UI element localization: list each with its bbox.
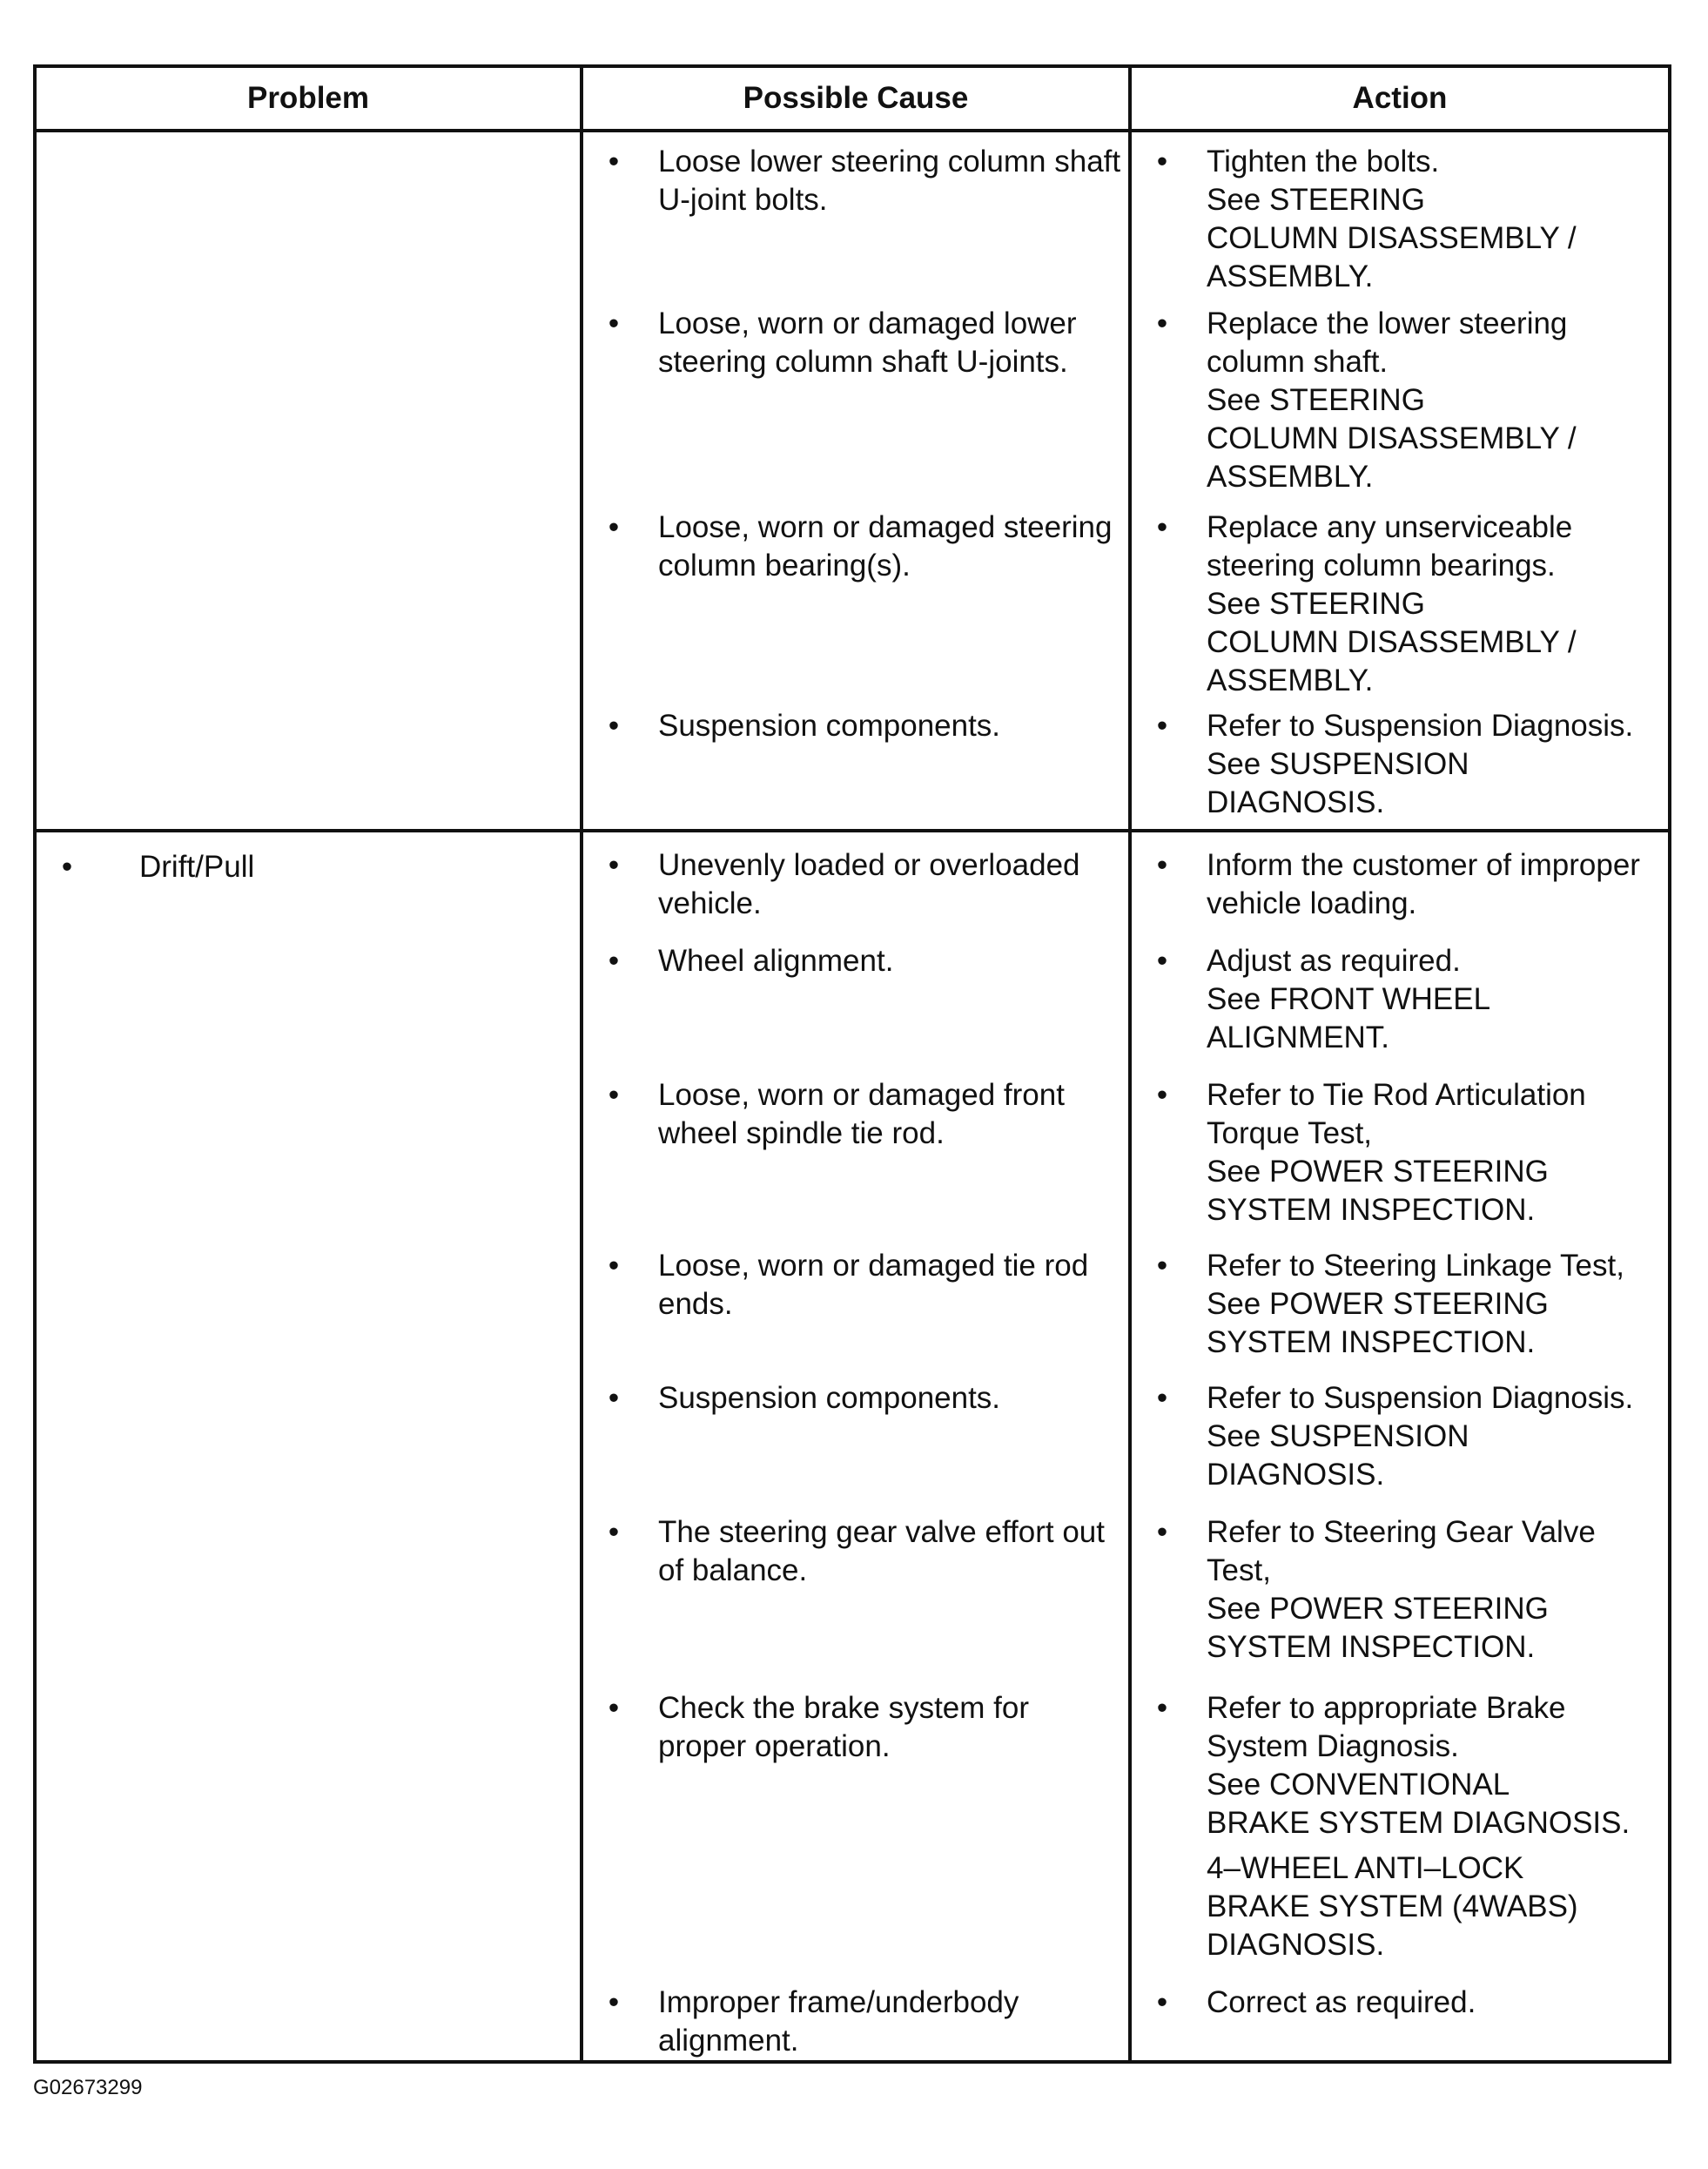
action-line: DIAGNOSIS. xyxy=(1207,1928,1385,1962)
diagnosis-table xyxy=(33,64,1671,2064)
bullet: • xyxy=(608,510,620,544)
action-item xyxy=(1132,143,1668,296)
bullet: • xyxy=(1156,1515,1168,1549)
cause-text: Loose, worn or damaged steering column bearing(s). xyxy=(658,510,1113,583)
bullet: • xyxy=(1156,1381,1168,1415)
action-column xyxy=(1132,132,1668,829)
action-line: See STEERING xyxy=(1207,383,1425,417)
action-line: Refer to Suspension Diagnosis. xyxy=(1207,709,1634,743)
action-column xyxy=(1132,832,1668,2060)
bullet: • xyxy=(1156,848,1168,882)
cause-column xyxy=(583,132,1132,829)
action-line: COLUMN DISASSEMBLY / xyxy=(1207,625,1577,659)
action-line: See SUSPENSION xyxy=(1207,1419,1469,1453)
cause-item xyxy=(583,1076,1128,1153)
bullet: • xyxy=(608,1985,620,2019)
cause-item xyxy=(583,143,1128,219)
action-line: Correct as required. xyxy=(1207,1985,1476,2019)
action-item xyxy=(1132,509,1668,700)
action-line: ASSEMBLY. xyxy=(1207,259,1374,293)
cause-item xyxy=(583,509,1128,585)
bullet: • xyxy=(608,1381,620,1415)
bullet: • xyxy=(608,306,620,340)
action-item xyxy=(1132,846,1668,923)
bullet: • xyxy=(1156,145,1168,179)
action-line: Test, xyxy=(1207,1553,1271,1587)
cause-text: Loose lower steering column shaft U-joint bolts. xyxy=(658,145,1121,217)
action-line: See POWER STEERING xyxy=(1207,1592,1549,1626)
cause-item xyxy=(583,1247,1128,1324)
action-line: Tighten the bolts. xyxy=(1207,145,1440,179)
action-line: See STEERING xyxy=(1207,587,1425,621)
action-line: 4–WHEEL ANTI–LOCK xyxy=(1207,1851,1524,1885)
cause-item xyxy=(583,305,1128,381)
action-line: COLUMN DISASSEMBLY / xyxy=(1207,421,1577,455)
action-line: DIAGNOSIS. xyxy=(1207,1458,1385,1492)
action-line: Replace the lower steering xyxy=(1207,306,1568,340)
cause-item xyxy=(583,1689,1128,1766)
cause-text: Wheel alignment. xyxy=(658,944,894,978)
action-line: See STEERING xyxy=(1207,183,1425,217)
table-header xyxy=(37,68,1668,132)
cause-text: Loose, worn or damaged lower steering column shaft U-joints. xyxy=(658,306,1077,379)
action-item xyxy=(1132,1984,1668,2022)
bullet: • xyxy=(1156,510,1168,544)
cause-item xyxy=(583,1984,1128,2060)
action-line: ASSEMBLY. xyxy=(1207,663,1374,697)
bullet: • xyxy=(608,145,620,179)
cause-column xyxy=(583,832,1132,2060)
action-line: Refer to Suspension Diagnosis. xyxy=(1207,1381,1634,1415)
problem-cell xyxy=(37,132,583,829)
header-problem: Problem xyxy=(37,68,583,129)
cause-text: Suspension components. xyxy=(658,1381,1001,1415)
header-action: Action xyxy=(1352,81,1448,115)
bullet: • xyxy=(608,1078,620,1112)
bullet: • xyxy=(1156,1249,1168,1283)
action-item xyxy=(1132,1247,1668,1362)
bullet: • xyxy=(1156,1078,1168,1112)
action-item xyxy=(1132,942,1668,1057)
action-line: SYSTEM INSPECTION. xyxy=(1207,1193,1536,1227)
action-line: Adjust as required. xyxy=(1207,944,1461,978)
action-item xyxy=(1132,1076,1668,1229)
bullet: • xyxy=(1156,306,1168,340)
cause-text: Suspension components. xyxy=(658,709,1001,743)
action-line: Refer to Steering Linkage Test, xyxy=(1207,1249,1624,1283)
bullet: • xyxy=(1156,944,1168,978)
action-line: SYSTEM INSPECTION. xyxy=(1207,1630,1536,1664)
action-line: Refer to Tie Rod Articulation xyxy=(1207,1078,1586,1112)
action-line: System Diagnosis. xyxy=(1207,1729,1459,1763)
cause-item xyxy=(583,942,1128,980)
action-line: BRAKE SYSTEM DIAGNOSIS. xyxy=(1207,1806,1631,1840)
action-line: Refer to Steering Gear Valve xyxy=(1207,1515,1596,1549)
cause-text: The steering gear valve effort out of balance. xyxy=(658,1515,1105,1587)
action-line: ALIGNMENT. xyxy=(1207,1021,1390,1054)
action-item xyxy=(1132,707,1668,822)
bullet: • xyxy=(1156,1985,1168,2019)
action-line: Torque Test, xyxy=(1207,1116,1373,1150)
action-line: See SUSPENSION xyxy=(1207,747,1469,781)
action-line: ASSEMBLY. xyxy=(1207,460,1374,494)
action-line: See POWER STEERING xyxy=(1207,1287,1549,1321)
bullet: • xyxy=(1156,709,1168,743)
action-line: column shaft. xyxy=(1207,345,1389,379)
problem-cell xyxy=(37,832,583,2060)
action-line: See CONVENTIONAL xyxy=(1207,1768,1510,1802)
cause-item xyxy=(583,1379,1128,1418)
action-line: Inform the customer of improper xyxy=(1207,848,1640,882)
action-line: BRAKE SYSTEM (4WABS) xyxy=(1207,1889,1578,1923)
action-item xyxy=(1132,1513,1668,1667)
cause-text: Loose, worn or damaged front wheel spindle tie rod. xyxy=(658,1078,1065,1150)
header-possible-cause: Possible Cause xyxy=(583,68,1132,129)
action-line: Refer to appropriate Brake xyxy=(1207,1691,1566,1725)
table-group xyxy=(37,132,1668,829)
action-line: Replace any unserviceable xyxy=(1207,510,1573,544)
action-line: SYSTEM INSPECTION. xyxy=(1207,1325,1536,1359)
bullet: • xyxy=(608,709,620,743)
bullet: • xyxy=(608,1249,620,1283)
cause-text: Check the brake system for proper operation. xyxy=(658,1691,1029,1763)
action-line: steering column bearings. xyxy=(1207,549,1556,583)
cause-text: Unevenly loaded or overloaded vehicle. xyxy=(658,848,1080,920)
action-line: DIAGNOSIS. xyxy=(1207,785,1385,819)
cause-item xyxy=(583,707,1128,745)
bullet: • xyxy=(608,848,620,882)
action-item xyxy=(1132,305,1668,496)
figure-id: G02673299 xyxy=(33,2076,143,2099)
cause-text: Improper frame/underbody alignment. xyxy=(658,1985,1019,2058)
cause-item xyxy=(583,1513,1128,1590)
action-line: vehicle loading. xyxy=(1207,886,1417,920)
cause-item xyxy=(583,846,1128,923)
bullet: • xyxy=(1156,1691,1168,1725)
bullet: • xyxy=(608,944,620,978)
bullet: • xyxy=(61,850,73,884)
action-line: COLUMN DISASSEMBLY / xyxy=(1207,221,1577,255)
action-item xyxy=(1132,1689,1668,1964)
action-line: See POWER STEERING xyxy=(1207,1155,1549,1189)
problem-text: Drift/Pull xyxy=(139,850,255,884)
bullet: • xyxy=(608,1515,620,1549)
table-group xyxy=(37,829,1668,2060)
cause-text: Loose, worn or damaged tie rod ends. xyxy=(658,1249,1089,1321)
bullet: • xyxy=(608,1691,620,1725)
action-line: See FRONT WHEEL xyxy=(1207,982,1491,1016)
action-item xyxy=(1132,1379,1668,1494)
